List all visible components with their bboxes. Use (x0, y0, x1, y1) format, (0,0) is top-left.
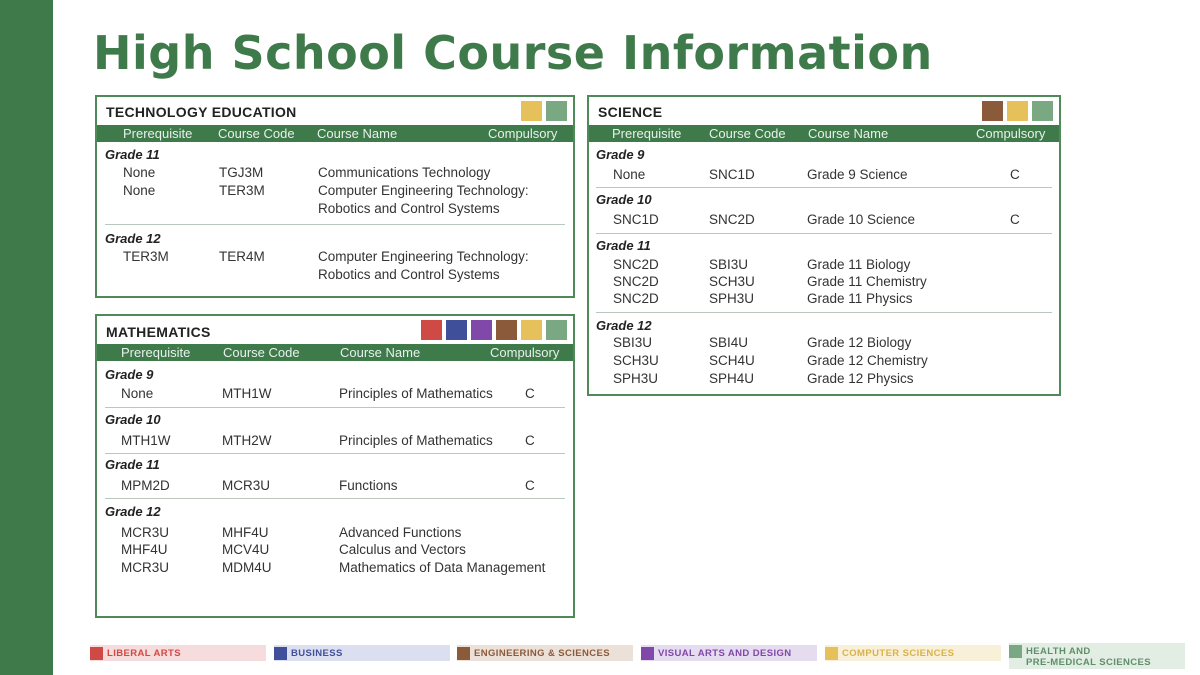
science-swatches (982, 101, 1053, 121)
section-divider (105, 498, 565, 499)
legend-label: LIBERAL ARTS (107, 648, 181, 659)
legend-label: BUSINESS (291, 648, 343, 659)
technology-title: TECHNOLOGY EDUCATION (106, 104, 297, 120)
prereq-cell: SNC2D (613, 274, 659, 289)
swatch-computer-sciences (521, 320, 542, 340)
prereq-cell: SNC2D (613, 291, 659, 306)
technology-panel (95, 95, 575, 298)
name-cell-cont: Robotics and Control Systems (318, 267, 500, 282)
name-cell: Mathematics of Data Management (339, 560, 546, 575)
col-prerequisite: Prerequisite (121, 345, 191, 360)
name-cell: Functions (339, 478, 398, 493)
code-cell: SPH4U (709, 371, 755, 386)
prereq-cell: TER3M (123, 249, 169, 264)
code-cell: MHF4U (222, 525, 269, 540)
legend-swatch (825, 647, 838, 660)
legend-label-cont: PRE-MEDICAL SCIENCES (1026, 657, 1152, 668)
grade-label: Grade 9 (596, 147, 645, 162)
col-compulsory: Compulsory (490, 345, 560, 360)
prereq-cell: None (121, 386, 154, 401)
legend-visual-arts (641, 645, 817, 661)
swatch-health (546, 101, 567, 121)
col-course-name: Course Name (808, 126, 889, 141)
grade-label: Grade 12 (105, 504, 161, 519)
compulsory-cell: C (525, 478, 535, 493)
grade-label: Grade 11 (105, 457, 160, 472)
compulsory-cell: C (1010, 212, 1020, 227)
mathematics-panel (95, 314, 575, 618)
prereq-cell: MHF4U (121, 542, 168, 557)
grade-label: Grade 9 (105, 367, 154, 382)
compulsory-cell: C (525, 433, 535, 448)
grade-label: Grade 10 (596, 192, 652, 207)
code-cell: SNC2D (709, 212, 755, 227)
science-title: SCIENCE (598, 104, 663, 120)
prereq-cell: MPM2D (121, 478, 170, 493)
code-cell: SPH3U (709, 291, 755, 306)
legend-swatch (90, 647, 103, 660)
prereq-cell: SCH3U (613, 353, 659, 368)
section-divider (105, 407, 565, 408)
code-cell: SNC1D (709, 167, 755, 182)
name-cell: Grade 10 Science (807, 212, 916, 227)
name-cell: Computer Engineering Technology: (318, 183, 529, 198)
legend-business (274, 645, 450, 661)
col-course-name: Course Name (317, 126, 398, 141)
swatch-engineering (982, 101, 1003, 121)
code-cell: SCH3U (709, 274, 755, 289)
code-cell: MTH1W (222, 386, 272, 401)
grade-label: Grade 12 (596, 318, 652, 333)
grade-label: Grade 10 (105, 412, 161, 427)
col-course-name: Course Name (340, 345, 421, 360)
prereq-cell: None (123, 165, 156, 180)
name-cell-cont: Robotics and Control Systems (318, 201, 500, 216)
section-divider (105, 453, 565, 454)
code-cell: MTH2W (222, 433, 272, 448)
legend-swatch (274, 647, 287, 660)
legend-label: VISUAL ARTS AND DESIGN (658, 648, 792, 659)
science-table-header (589, 125, 1059, 142)
col-prerequisite: Prerequisite (123, 126, 193, 141)
code-cell: SCH4U (709, 353, 755, 368)
prereq-cell: None (613, 167, 646, 182)
grade-label: Grade 12 (105, 231, 161, 246)
name-cell: Principles of Mathematics (339, 433, 493, 448)
prereq-cell: SNC1D (613, 212, 659, 227)
code-cell: TGJ3M (219, 165, 264, 180)
swatch-computer-sciences (1007, 101, 1028, 121)
name-cell: Calculus and Vectors (339, 542, 466, 557)
swatch-visual-arts (471, 320, 492, 340)
name-cell: Computer Engineering Technology: (318, 249, 529, 264)
sidebar-stripe (0, 0, 53, 675)
swatch-health (1032, 101, 1053, 121)
name-cell: Grade 9 Science (807, 167, 908, 182)
prereq-cell: SNC2D (613, 257, 659, 272)
code-cell: MCV4U (222, 542, 270, 557)
code-cell: SBI3U (709, 257, 749, 272)
science-panel (587, 95, 1061, 396)
name-cell: Grade 11 Biology (807, 257, 911, 272)
code-cell: TER4M (219, 249, 265, 264)
name-cell: Principles of Mathematics (339, 386, 493, 401)
name-cell: Grade 11 Chemistry (807, 274, 927, 289)
code-cell: TER3M (219, 183, 265, 198)
code-cell: MCR3U (222, 478, 271, 493)
compulsory-cell: C (525, 386, 535, 401)
technology-swatches (521, 101, 567, 121)
legend-health (1009, 643, 1185, 669)
col-course-code: Course Code (709, 126, 786, 141)
swatch-engineering (496, 320, 517, 340)
code-cell: MDM4U (222, 560, 272, 575)
prereq-cell: MCR3U (121, 525, 170, 540)
col-course-code: Course Code (223, 345, 300, 360)
legend-label: HEALTH AND (1026, 646, 1091, 657)
name-cell: Grade 12 Physics (807, 371, 914, 386)
legend-liberal-arts (90, 645, 266, 661)
grade-label: Grade 11 (596, 238, 651, 253)
name-cell: Grade 12 Chemistry (807, 353, 928, 368)
legend-label: ENGINEERING & SCIENCES (474, 648, 611, 659)
swatch-business (446, 320, 467, 340)
section-divider (596, 187, 1052, 188)
swatch-liberal-arts (421, 320, 442, 340)
name-cell: Advanced Functions (339, 525, 462, 540)
col-compulsory: Compulsory (976, 126, 1046, 141)
legend-computer-sciences (825, 645, 1001, 661)
page-title: High School Course Information (93, 26, 933, 80)
prereq-cell: SBI3U (613, 335, 653, 350)
swatch-health (546, 320, 567, 340)
prereq-cell: None (123, 183, 156, 198)
name-cell: Communications Technology (318, 165, 491, 180)
prereq-cell: MCR3U (121, 560, 170, 575)
section-divider (596, 312, 1052, 313)
section-divider (596, 233, 1052, 234)
legend-label: COMPUTER SCIENCES (842, 648, 955, 659)
legend-swatch (457, 647, 470, 660)
code-cell: SBI4U (709, 335, 749, 350)
technology-table-header (97, 125, 573, 142)
name-cell: Grade 12 Biology (807, 335, 912, 350)
prereq-cell: MTH1W (121, 433, 171, 448)
col-compulsory: Compulsory (488, 126, 558, 141)
col-course-code: Course Code (218, 126, 295, 141)
compulsory-cell: C (1010, 167, 1020, 182)
name-cell: Grade 11 Physics (807, 291, 913, 306)
section-divider (105, 224, 565, 225)
col-prerequisite: Prerequisite (612, 126, 682, 141)
mathematics-table-header (97, 344, 573, 361)
swatch-computer-sciences (521, 101, 542, 121)
grade-label: Grade 11 (105, 147, 160, 162)
legend-swatch (641, 647, 654, 660)
mathematics-title: MATHEMATICS (106, 324, 211, 340)
legend-engineering (457, 645, 633, 661)
legend-swatch (1009, 645, 1022, 658)
prereq-cell: SPH3U (613, 371, 659, 386)
mathematics-swatches (421, 320, 567, 340)
